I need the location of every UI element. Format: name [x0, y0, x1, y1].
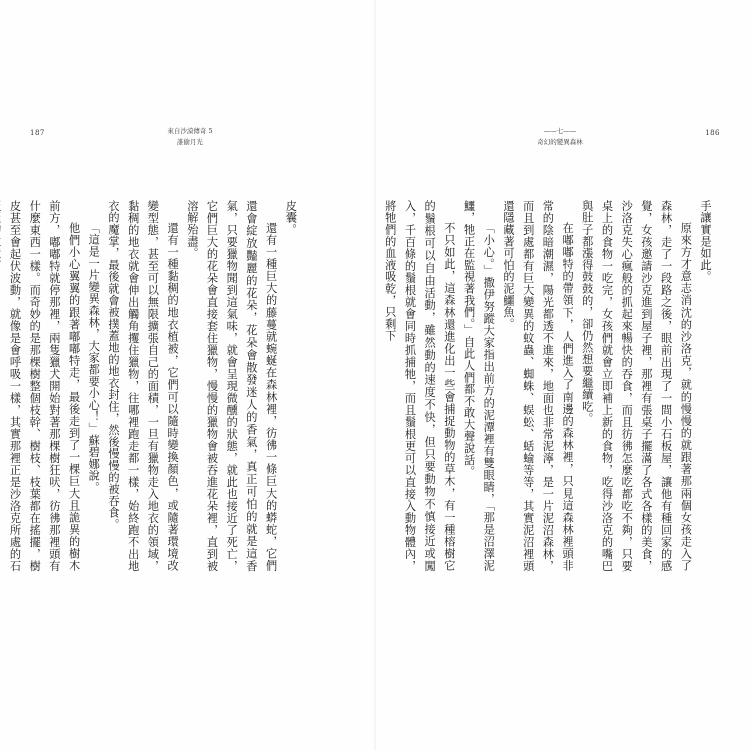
series-title: 來自沙漠傳奇 5: [167, 127, 213, 135]
right-page: [375, 0, 750, 750]
page-number-left: 187: [30, 129, 45, 137]
paragraph: 皮囊。: [284, 200, 298, 236]
paragraph: 還有一種巨大的藤蔓就蜿蜒在森林裡，彷彿一條巨大的蟒蛇，它們還會綻放豔麗的花朵，花朵會散發迷人的香氣，真正可怕的就是這香氣，只要獵物聞到這氣味，就會呈現微醺的狀態，就此也接近了死亡，它們巨大的花朵會直接套住獵物，慢慢的獵物會被吞進花朵裡，直到被溶解殆盡。: [185, 200, 278, 572]
page-number-right: 186: [705, 129, 720, 137]
paragraph: 還有一種黏稠的地衣植被，它們可以隨時變換顏色，或隨著環境改變型態，甚至可以無限擴張自己的面積，一旦有獵物走入地衣的領域，黏稠的地衣就會伸出觸角攫住獵物，往哪裡跑走都一樣，始終跑不出地衣的魔掌，最後就會被撲蓋地的地衣封住，然後慢慢的被吞食。: [106, 200, 180, 572]
paragraph: 「小心。」撒伊努蹤大家指出前方的泥潭裡有雙眼睛，「那是沼澤泥鱷，牠正在監視著我們。」自此人們都不敢大聲說話。: [462, 200, 496, 572]
paragraph: 他們小心翼翼的跟著嘟嘟特走，最後走到了一棵巨大且詭異的樹木前方，嘟嘟特就停那裡，兩隻獵犬開始對著那棵樹狂吠，彷彿那裡頭有什麼東西一樣。而奇妙的是那棵樹整個枝幹、樹枝、枝葉都在搖擺，樹皮甚至會起伏波動，就像是會呼吸一樣，其實那裡正是沙洛克所處的石: [8, 200, 81, 572]
paragraph: 不只如此，這森林還進化出一些會捕捉動物的草木，有一種榕樹它的鬚根可以自由活動，雖然動的速度不快，但只要動物不慎接近或闖入，千百條的鬚根就會同時抓捕牠，而且鬚根更可以直接入動物體內，將牠們的血液吸乾，只剩下: [383, 200, 456, 572]
running-header-right: [485, 126, 635, 148]
paragraph: 「這是一片變異森林，大家都要小心！」蘇碧娜說。: [87, 222, 101, 494]
left-page-body: [8, 200, 320, 572]
book-title: 誰偷月光: [177, 138, 203, 146]
paragraph: 手讓實是如此。: [699, 200, 712, 283]
right-page-body: [385, 200, 715, 572]
chapter-title: 奇幻的變異森林: [537, 138, 583, 146]
paragraph: 在嘟嘟特的帶領下，人們進入了南邊的森林裡，只見這森林裡頭非常的陰暗潮濕，陽光都透不進來，地面也非常泥濘，是一片泥沼森林，而且到處都有巨大變異的蚊蟲、蜘蛛、蜈蚣、蛞蝓等等，其實泥沼裡頭還隱藏著可怕的泥鱷魚。: [501, 200, 575, 572]
paragraph: 原來方才意志消沈的沙洛克，就的慢慢的就跟著那兩個女孩走入了森林，走了一段路之後，眼前出現了一間小石板屋，讓他有種回家的感覺，女孩邀請沙克進到屋子裡，那裡有張桌子擺滿了各式各樣的美食，沙洛克失心瘋般的抓起來暢快的吞食，而且彷彿怎麼吃都吃不夠，只要桌上的食物一吃完，女孩們就會立即補上新的食物，吃得沙洛克的嘴巴與肚子都漲得鼓鼓的，卻仍然想要繼續吃。: [580, 200, 693, 572]
running-header-left: [120, 126, 260, 148]
chapter-number: ——七——: [543, 127, 577, 135]
